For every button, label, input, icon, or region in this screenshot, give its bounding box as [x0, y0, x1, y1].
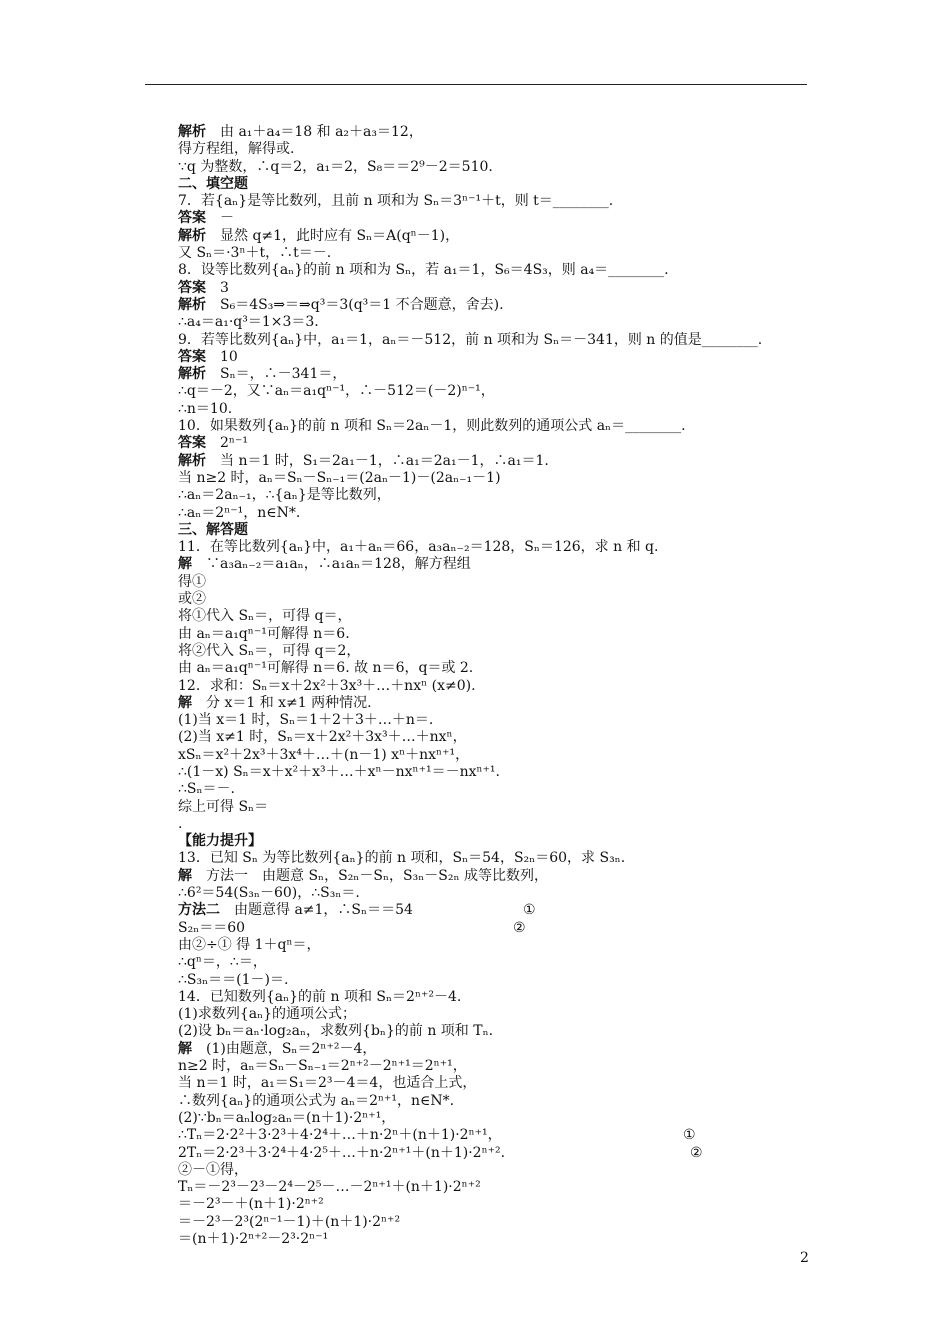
line-text: (2)∵bₙ＝aₙlog₂aₙ＝(n＋1)·2ⁿ⁺¹， — [178, 1109, 396, 1126]
line-text: 2ⁿ⁻¹ — [206, 435, 248, 452]
text-line — [178, 695, 818, 712]
text-line — [178, 539, 818, 556]
text-line — [178, 747, 818, 764]
line-text: 2Tₙ＝2·2³＋3·2⁴＋4·2⁵＋…＋n·2ⁿ⁺¹＋(n＋1)·2ⁿ⁺². — [178, 1144, 506, 1161]
text-line — [178, 176, 818, 193]
line-text: 显然 q≠1，此时应有 Sₙ＝A(qⁿ－1)， — [206, 227, 460, 244]
line-text: 由 aₙ＝a₁qⁿ⁻¹可解得 n＝6. — [178, 625, 350, 642]
section-label: 解析 — [178, 124, 206, 140]
line-text: ∴(1－x) Sₙ＝x＋x²＋x³＋…＋xⁿ－nxⁿ⁺¹＝－nxⁿ⁺¹. — [178, 763, 500, 780]
section-label: 解 — [178, 867, 192, 884]
text-line — [178, 920, 818, 937]
text-line — [178, 972, 818, 989]
line-text: 当 n＝1 时，a₁＝S₁＝2³－4＝4，也适合上式， — [178, 1075, 477, 1092]
line-text: ∴aₙ＝2ⁿ⁻¹，n∈N*. — [178, 504, 301, 521]
text-line — [178, 729, 818, 746]
equation-tag: ② — [513, 919, 526, 936]
text-line — [178, 1214, 818, 1231]
text-line — [178, 280, 818, 297]
section-label: 三、解答题 — [178, 521, 248, 538]
text-line — [178, 210, 818, 227]
line-text: 14．已知数列{aₙ}的前 n 项和 Sₙ＝2ⁿ⁺²－4. — [178, 988, 462, 1005]
text-line — [178, 556, 818, 573]
line-text: 10 — [206, 348, 238, 365]
line-text: 由 aₙ＝a₁qⁿ⁻¹可解得 n＝6. 故 n＝6，q＝或 2. — [178, 660, 474, 677]
text-line — [178, 487, 818, 504]
text-line — [178, 314, 818, 331]
header-rule — [145, 84, 807, 85]
text-line — [178, 1127, 818, 1144]
text-line — [178, 626, 818, 643]
line-text: 10．如果数列{aₙ}的前 n 项和 Sₙ＝2aₙ－1，则此数列的通项公式 aₙ＝________. — [178, 418, 686, 435]
section-label: 解析 — [178, 227, 206, 244]
text-line — [178, 141, 818, 158]
line-text: 由②÷① 得 1＋qⁿ＝， — [178, 936, 321, 953]
line-text: 分 x＝1 和 x≠1 两种情况. — [192, 694, 372, 711]
line-text: Sₙ＝，∴－341＝， — [206, 366, 347, 383]
section-label: 解析 — [178, 452, 206, 469]
text-line — [178, 574, 818, 591]
section-label: 答案 — [178, 279, 206, 296]
text-line — [178, 591, 818, 608]
text-line — [178, 401, 818, 418]
section-label: 解析 — [178, 296, 206, 313]
line-text: ＝－2³－＋(n＋1)·2ⁿ⁺² — [178, 1196, 324, 1213]
line-text: 由题意得 a≠1，∴Sₙ＝＝54 — [220, 902, 413, 919]
text-line — [178, 228, 818, 245]
line-text: ∴Tₙ＝2·2²＋3·2³＋4·2⁴＋…＋n·2ⁿ＋(n＋1)·2ⁿ⁺¹， — [178, 1127, 502, 1144]
text-line — [178, 332, 818, 349]
line-text: n≥2 时，aₙ＝Sₙ－Sₙ₋₁＝2ⁿ⁺²－2ⁿ⁺¹＝2ⁿ⁺¹， — [178, 1058, 467, 1075]
line-text: 方法一 由题意 Sₙ，S₂ₙ－Sₙ，S₃ₙ－S₂ₙ 成等比数列， — [192, 867, 548, 884]
text-line — [178, 1023, 818, 1040]
text-line — [178, 660, 818, 677]
text-line — [178, 1093, 818, 1110]
text-line — [178, 1231, 818, 1248]
text-line — [178, 245, 818, 262]
document-body — [178, 124, 818, 1248]
line-text: 或② — [178, 591, 206, 608]
equation-tag: ② — [690, 1144, 703, 1161]
text-line — [178, 1041, 818, 1058]
equation-tag: ① — [683, 1127, 696, 1144]
text-line — [178, 816, 818, 833]
text-line — [178, 608, 818, 625]
line-text: 由 a₁＋a₄＝18 和 a₂＋a₃＝12， — [206, 124, 423, 140]
line-text: 将②代入 Sₙ＝，可得 q＝2， — [178, 642, 361, 659]
text-line — [178, 868, 818, 885]
line-text: ＝－2³－2³(2ⁿ⁻¹－1)＋(n＋1)·2ⁿ⁺² — [178, 1213, 401, 1230]
text-line — [178, 1179, 818, 1196]
line-text: ＝(n＋1)·2ⁿ⁺²－2³·2ⁿ⁻¹ — [178, 1231, 329, 1247]
section-label: 二、填空题 — [178, 175, 248, 192]
line-text: 又 Sₙ＝·3ⁿ＋t，∴t＝－. — [178, 245, 332, 262]
line-text: ∴Sₙ＝－. — [178, 781, 236, 798]
text-line — [178, 1162, 818, 1179]
text-line — [178, 418, 818, 435]
text-line — [178, 124, 818, 141]
text-line — [178, 453, 818, 470]
line-text: ∴q＝－2，又∵aₙ＝a₁qⁿ⁻¹，∴－512＝(－2)ⁿ⁻¹， — [178, 383, 495, 400]
line-text: (1)由题意，Sₙ＝2ⁿ⁺²－4， — [192, 1040, 377, 1057]
line-text: ∵q 为整数，∴q＝2，a₁＝2，S₈＝＝2⁹－2＝510. — [178, 158, 493, 175]
text-line — [178, 1075, 818, 1092]
line-text: 9．若等比数列{aₙ}中，a₁＝1，aₙ＝－512，前 n 项和为 Sₙ＝－341，则 n 的值是________. — [178, 331, 763, 348]
text-line — [178, 954, 818, 971]
line-text: ∴n＝10. — [178, 400, 233, 417]
line-text: ∴数列{aₙ}的通项公式为 aₙ＝2ⁿ⁺¹，n∈N*. — [178, 1092, 455, 1109]
text-line — [178, 297, 818, 314]
text-line — [178, 522, 818, 539]
line-text: xSₙ＝x²＋2x³＋3x⁴＋…＋(n－1) xⁿ＋nxⁿ⁺¹， — [178, 746, 470, 763]
page-number: 2 — [800, 1250, 809, 1266]
line-text: Tₙ＝－2³－2³－2⁴－2⁵－…－2ⁿ⁺¹＋(n＋1)·2ⁿ⁺² — [178, 1179, 481, 1196]
line-text: (2)设 bₙ＝aₙ·log₂aₙ，求数列{bₙ}的前 n 项和 Tₙ. — [178, 1023, 494, 1040]
text-line — [178, 643, 818, 660]
text-line — [178, 1196, 818, 1213]
line-text: ∴S₃ₙ＝＝(1－)＝. — [178, 971, 289, 988]
line-text: 7．若{aₙ}是等比数列，且前 n 项和为 Sₙ＝3ⁿ⁻¹＋t，则 t＝________. — [178, 193, 614, 210]
text-line — [178, 989, 818, 1006]
section-label: 答案 — [178, 348, 206, 365]
section-label: 解 — [178, 694, 192, 711]
section-label: 答案 — [178, 210, 206, 227]
line-text: ∵a₃aₙ₋₂＝a₁aₙ，∴a₁aₙ＝128，解方程组 — [192, 556, 471, 573]
line-text: S₂ₙ＝＝60 — [178, 919, 246, 936]
text-line — [178, 1145, 818, 1162]
line-text: 当 n＝1 时，S₁＝2a₁－1，∴a₁＝2a₁－1，∴a₁＝1. — [206, 452, 549, 469]
text-line — [178, 799, 818, 816]
text-line — [178, 193, 818, 210]
line-text: 得方程组，解得或. — [178, 141, 295, 158]
text-line — [178, 712, 818, 729]
section-label: 解 — [178, 556, 192, 573]
line-text: ②－①得， — [178, 1161, 248, 1178]
text-line — [178, 902, 818, 919]
line-text: 3 — [206, 279, 229, 296]
text-line — [178, 1006, 818, 1023]
section-label: 【能力提升】 — [178, 833, 262, 850]
text-line — [178, 366, 818, 383]
line-text: ∴a₄＝a₁·q³＝1×3＝3. — [178, 314, 319, 331]
section-label: 方法二 — [178, 902, 220, 919]
line-text: 将①代入 Sₙ＝，可得 q＝， — [178, 608, 352, 625]
line-text: 综上可得 Sₙ＝ — [178, 798, 269, 815]
line-text: . — [178, 815, 183, 832]
text-line — [178, 435, 818, 452]
line-text: 13．已知 Sₙ 为等比数列{aₙ}的前 n 项和，Sₙ＝54，S₂ₙ＝60，求 S₃ₙ. — [178, 850, 626, 867]
text-line — [178, 470, 818, 487]
line-text: 当 n≥2 时，aₙ＝Sₙ－Sₙ₋₁＝(2aₙ－1)－(2aₙ₋₁－1) — [178, 469, 501, 486]
text-line — [178, 383, 818, 400]
text-line — [178, 262, 818, 279]
line-text: S₆＝4S₃⇒＝⇒q³＝3(q³＝1 不合题意，舍去). — [206, 296, 504, 313]
text-line — [178, 1110, 818, 1127]
section-label: 答案 — [178, 435, 206, 452]
line-text: 11．在等比数列{aₙ}中，a₁＋aₙ＝66，a₃aₙ₋₂＝128，Sₙ＝126，求 n 和 q. — [178, 539, 659, 556]
line-text: 得① — [178, 573, 206, 590]
section-label: 解 — [178, 1040, 192, 1057]
equation-tag: ① — [523, 902, 536, 919]
text-line — [178, 1058, 818, 1075]
text-line — [178, 833, 818, 850]
text-line — [178, 505, 818, 522]
line-text: ∴qⁿ＝，∴＝， — [178, 954, 267, 971]
line-text: － — [206, 210, 234, 227]
text-line — [178, 764, 818, 781]
text-line — [178, 937, 818, 954]
line-text: (1)求数列{aₙ}的通项公式； — [178, 1006, 357, 1023]
text-line — [178, 678, 818, 695]
line-text: 12．求和：Sₙ＝x＋2x²＋3x³＋…＋nxⁿ (x≠0). — [178, 677, 476, 694]
line-text: ∴aₙ＝2aₙ₋₁，∴{aₙ}是等比数列， — [178, 487, 391, 504]
text-line — [178, 885, 818, 902]
text-line — [178, 349, 818, 366]
text-line — [178, 159, 818, 176]
line-text: (1)当 x＝1 时，Sₙ＝1＋2＋3＋…＋n＝. — [178, 712, 434, 729]
section-label: 解析 — [178, 366, 206, 383]
line-text: ∴6²＝54(S₃ₙ－60)，∴S₃ₙ＝. — [178, 885, 360, 902]
line-text: (2)当 x≠1 时，Sₙ＝x＋2x²＋3x³＋…＋nxⁿ， — [178, 729, 467, 746]
line-text: 8．设等比数列{aₙ}的前 n 项和为 Sₙ，若 a₁＝1，S₆＝4S₃，则 a₄＝________. — [178, 262, 669, 279]
text-line — [178, 781, 818, 798]
text-line — [178, 850, 818, 867]
